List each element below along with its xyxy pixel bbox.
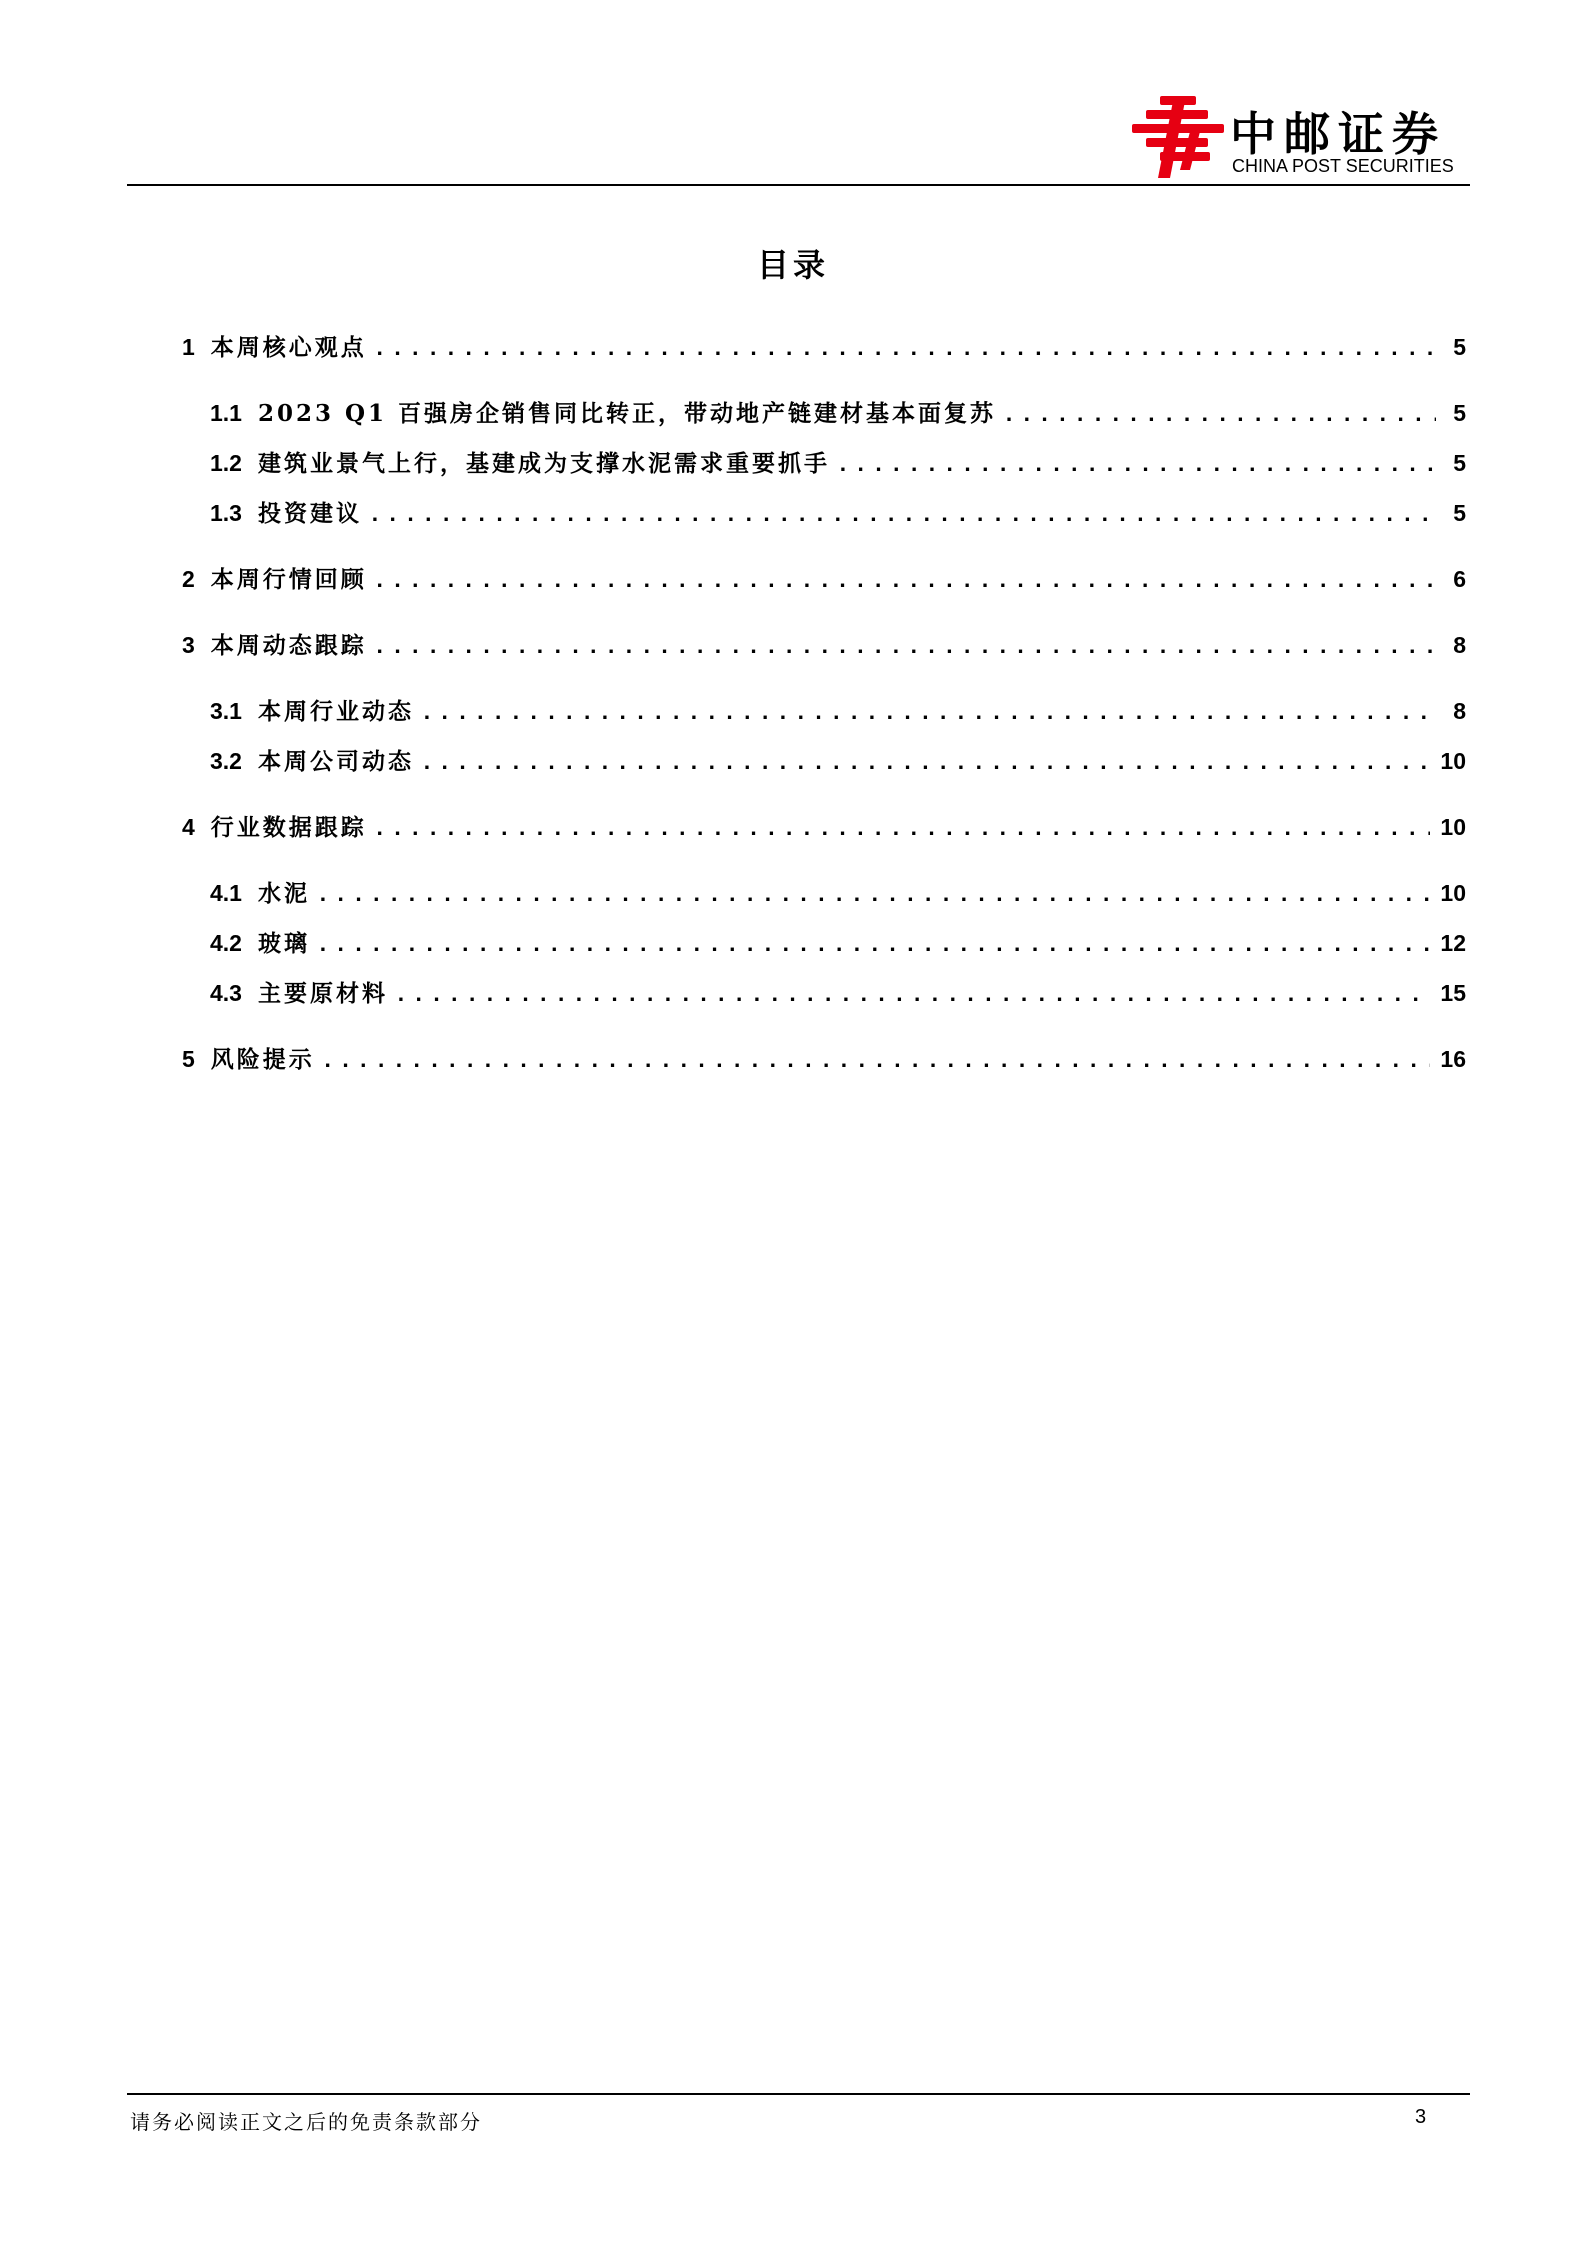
toc-entry-page: 6	[1453, 566, 1466, 592]
toc-entry[interactable]	[182, 564, 1466, 596]
toc-entry-page: 8	[1453, 632, 1466, 658]
toc-entry-label: 建筑业景气上行，基建成为支撑水泥需求重要抓手	[257, 450, 830, 477]
toc-entry-number: 4.2	[210, 930, 242, 956]
toc-entry[interactable]	[182, 1044, 1466, 1076]
toc-entry-label: 行业数据跟踪	[210, 814, 367, 841]
toc-entry-label: 风险提示	[210, 1046, 315, 1073]
toc-entry-number: 1	[182, 334, 195, 360]
toc-entry[interactable]	[210, 448, 1466, 480]
toc-entry-label: 2023 Q1 百强房企销售同比转正，带动地产链建材基本面复苏	[257, 400, 997, 427]
toc-entry[interactable]	[210, 746, 1466, 778]
toc-entry-label: 本周核心观点	[210, 334, 367, 361]
toc-entry-label: 玻璃	[257, 930, 310, 957]
toc-entry-label: 主要原材料	[257, 980, 388, 1007]
toc-entry-number: 4.1	[210, 880, 242, 906]
header-divider	[127, 184, 1470, 186]
toc-entry-label: 本周行业动态	[257, 698, 414, 725]
toc-dot-leader	[316, 880, 1430, 910]
toc-entry-page: 5	[1453, 450, 1466, 476]
footer-disclaimer: 请务必阅读正文之后的免责条款部分	[130, 2110, 482, 2134]
toc-entry[interactable]	[182, 812, 1466, 844]
toc-dot-leader	[836, 450, 1436, 480]
brand-name-en: CHINA POST SECURITIES	[1232, 156, 1454, 176]
company-logo	[1130, 94, 1470, 180]
toc-entry-number: 4	[182, 814, 195, 840]
toc-dot-leader	[368, 500, 1436, 530]
toc-entry-number: 1.2	[210, 450, 242, 476]
toc-entry[interactable]	[210, 878, 1466, 910]
toc-entry-number: 5	[182, 1046, 195, 1072]
toc-entry-label: 本周公司动态	[257, 748, 414, 775]
toc-entry-page: 10	[1440, 748, 1466, 774]
toc-dot-leader	[420, 698, 1436, 728]
toc-dot-leader	[394, 980, 1430, 1010]
toc-entry-page: 16	[1440, 1046, 1466, 1072]
toc-dot-leader	[316, 930, 1430, 960]
toc-entry-page: 5	[1453, 400, 1466, 426]
brand-name-cn: 中邮证券	[1230, 107, 1446, 161]
toc-entry-label: 水泥	[257, 880, 310, 907]
toc-entry-label: 本周动态跟踪	[210, 632, 367, 659]
toc-entry-number: 2	[182, 566, 195, 592]
toc-entry[interactable]	[210, 696, 1466, 728]
toc-entry-number: 3.1	[210, 698, 242, 724]
toc-entry-page: 15	[1440, 980, 1466, 1006]
toc-entry-label: 投资建议	[257, 500, 362, 527]
toc-entry-page: 12	[1440, 930, 1466, 956]
toc-entry-number: 4.3	[210, 980, 242, 1006]
toc-entry-label: 本周行情回顾	[210, 566, 367, 593]
toc-dot-leader	[373, 334, 1436, 364]
toc-entry-page: 5	[1453, 334, 1466, 360]
toc-entry-page: 8	[1453, 698, 1466, 724]
toc-entry[interactable]	[210, 398, 1466, 430]
toc-entry[interactable]	[182, 332, 1466, 364]
footer-divider	[127, 2093, 1470, 2095]
page-number: 3	[1415, 2106, 1427, 2128]
toc-entry[interactable]	[210, 928, 1466, 960]
toc-entry-page: 5	[1453, 500, 1466, 526]
toc-entry-page: 10	[1440, 880, 1466, 906]
toc-dot-leader	[373, 632, 1436, 662]
toc-entry-number: 3	[182, 632, 195, 658]
toc-entry[interactable]	[210, 498, 1466, 530]
china-post-logo-icon	[1130, 94, 1226, 180]
toc-entry-number: 1.1	[210, 400, 242, 426]
toc-dot-leader	[1002, 400, 1436, 430]
page-header	[127, 90, 1470, 185]
toc-title: 目录	[756, 246, 829, 284]
toc-entry-page: 10	[1440, 814, 1466, 840]
toc-entry-number: 3.2	[210, 748, 242, 774]
toc-entry[interactable]	[182, 630, 1466, 662]
toc-dot-leader	[321, 1046, 1431, 1076]
toc-entry-number: 1.3	[210, 500, 242, 526]
toc-dot-leader	[373, 814, 1431, 844]
toc-dot-leader	[420, 748, 1430, 778]
toc-dot-leader	[373, 566, 1436, 596]
toc-entry[interactable]	[210, 978, 1466, 1010]
